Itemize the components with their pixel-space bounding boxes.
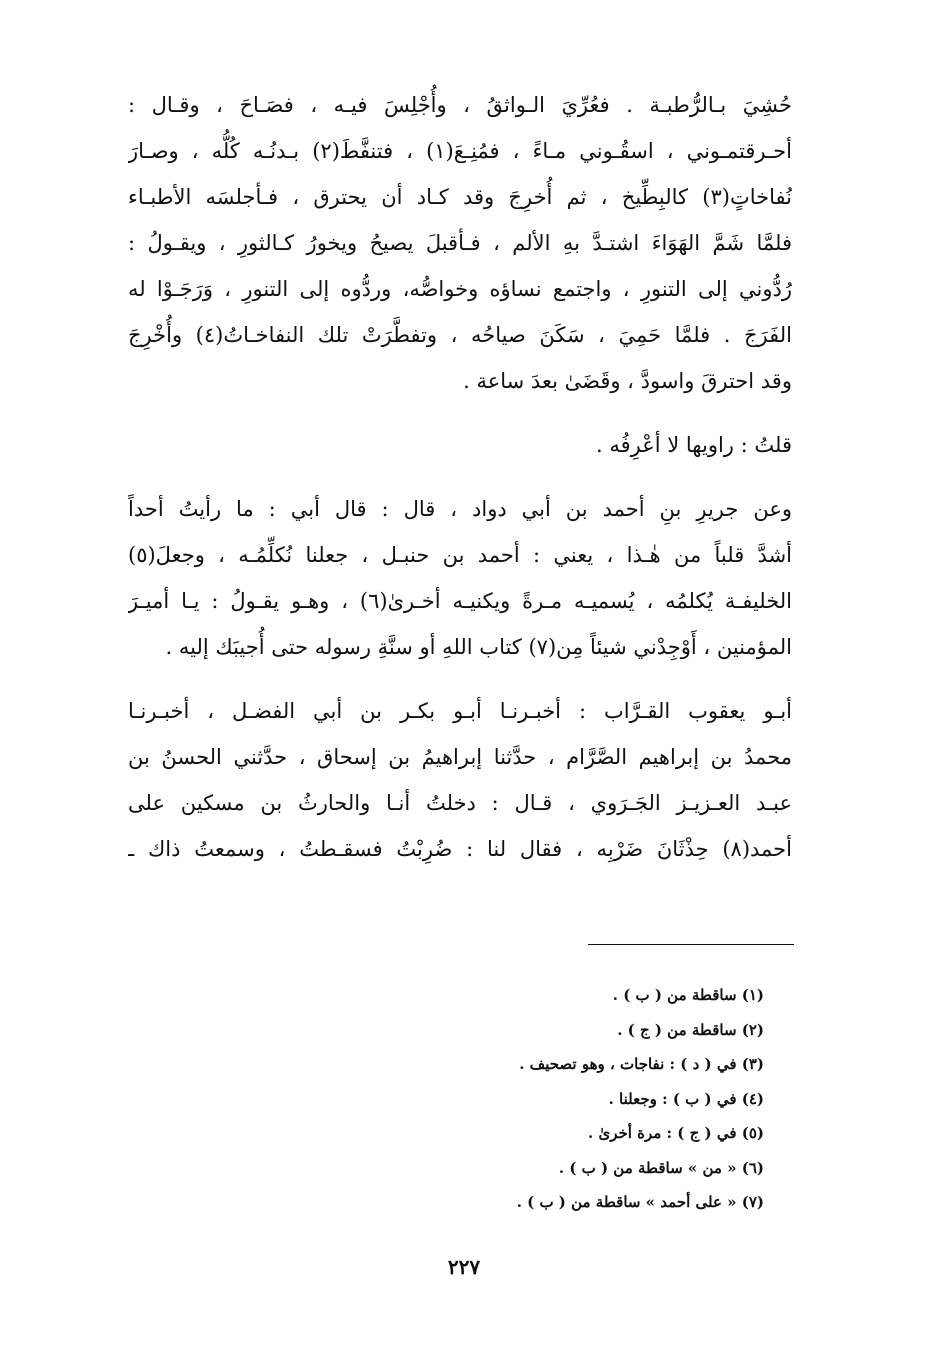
text-line: فلمَّا شَمَّ الهَوَاءَ اشتـدَّ بهِ الألم ، فـأقبلَ يصيحُ ويخورُ كـالثورِ ، ويقـولُ : bbox=[128, 231, 792, 255]
text-line: الخليفـة يُكلمُه ، يُسميـه مـرةً ويكنيـه أخـرىٰ(٦) ، وهـو يقـولُ : يـا أميـرَ bbox=[128, 589, 792, 613]
text-line: أشدَّ قلباً من هٰـذا ، يعني : أحمد بن حنبـل ، جعلنا نُكلِّمُـه ، وجعلَ(٥) bbox=[128, 543, 792, 567]
text-line: عبـد العـزيـز الجَـرَوي ، قـال : دخلتُ أنـا والحارثُ بن مسكين على bbox=[128, 791, 792, 815]
page-number: ٢٢٧ bbox=[447, 1255, 481, 1279]
paragraph-1 bbox=[128, 82, 792, 404]
text-line: وعن جريرِ بنِ أحمد بن أبي دواد ، قال : قال أبي : ما رأيتُ أحداً bbox=[128, 497, 792, 521]
text-line: رُدُّوني إلى التنورِ ، واجتمع نساؤه وخواصُّه، وردُّوه إلى التنورِ ، وَرَجَـوْا له bbox=[128, 277, 792, 301]
main-text bbox=[128, 82, 792, 890]
footnote-divider bbox=[588, 944, 794, 945]
footnote: (٤) في ( ب ) : وجعلنا . bbox=[608, 1089, 764, 1108]
text-line: محمدُ بن إبراهيم الصَّرَّام ، حدَّثنا إبراهيمُ بن إسحاق ، حدَّثني الحسنُ بن bbox=[128, 745, 792, 769]
footnote: (٢) ساقطة من ( ج ) . bbox=[617, 1020, 764, 1039]
text-line: وقد احترقَ واسودَّ ، وقَضَىٰ بعدَ ساعة . bbox=[463, 369, 792, 393]
footnote: (٧) « على أحمد » ساقطة من ( ب ) . bbox=[516, 1193, 764, 1211]
text-line: أبـو يعقوب القـرَّاب : أخبـرنـا أبـو بكـر بن أبي الفضـل ، أخبـرنـا bbox=[128, 699, 792, 723]
paragraph-4 bbox=[128, 688, 792, 872]
footnote: (١) ساقطة من ( ب ) . bbox=[612, 986, 764, 1004]
footnote: (٥) في ( ج ) : مرة أخرىٰ . bbox=[588, 1124, 764, 1142]
footnote: (٦) « من » ساقطة من ( ب ) . bbox=[558, 1158, 764, 1177]
text-line: قلتُ : راويها لا أعْرِفُه . bbox=[595, 433, 792, 457]
text-line: الفَرَجَ . فلمَّا حَمِيَ ، سَكَنَ صياحُه ، وتفطَّرَتْ تلك النفاخـاتُ(٤) وأُخْرِجَ bbox=[128, 323, 792, 347]
footnote: (٣) في ( د ) : نفاجات ، وهو تصحيف . bbox=[519, 1055, 764, 1073]
text-line: أحـرقتمـوني ، اسقُـوني مـاءً ، فمُنِـعَ(١) ، فتنفَّطَ(٢) بـدنُـه كُلُّه ، وصـارَ bbox=[128, 139, 792, 163]
text-line: أحمد(٨) حِذْثَانَ ضَرْبِه ، فقال لنا : ضُرِبْتُ فسقـطتُ ، وسمعتُ ذاك ـ bbox=[128, 837, 792, 861]
paragraph-2 bbox=[128, 422, 792, 468]
paragraph-3 bbox=[128, 486, 792, 670]
text-line: حُشِيَ بـالرُّطبـة . فعُرِّيَ الـواثقُ ، وأُجْلِسَ فيـه ، فصَـاحَ ، وقـال : bbox=[128, 93, 792, 117]
footnotes bbox=[440, 978, 764, 1220]
text-line: نُفاخاتٍ(٣) كالبِطِّيخ ، ثم أُخرِجَ وقد كـاد أن يحترق ، فـأجلسَه الأطبـاء bbox=[128, 185, 792, 209]
text-line: المؤمنين ، أَوْجِدْني شيئاً مِن(٧) كتاب اللهِ أو سنَّةِ رسوله حتى أُجيبَك إليه . bbox=[165, 635, 792, 659]
